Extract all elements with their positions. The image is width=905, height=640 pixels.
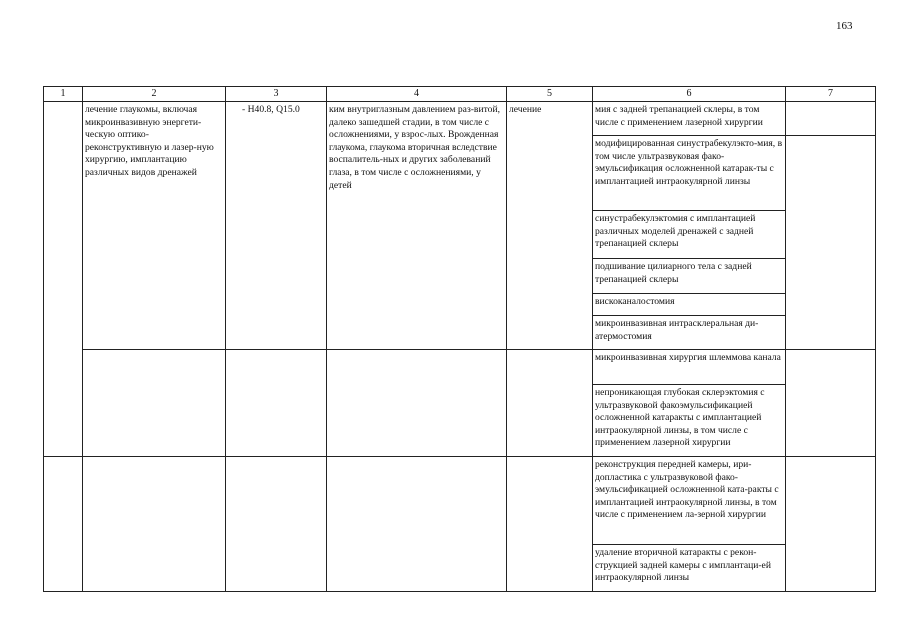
method-item: удаление вторичной катаракты с рекон-струкцией задней камеры с имплантаци-ей интраокулярной линзы <box>593 545 786 592</box>
method-item: непроникающая глубокая склерэктомия с ультразвуковой факоэмульсификацией осложненной катаракты с имплантацией интраокулярной линзы, в том числе с применением лазерной хирургии <box>593 385 786 457</box>
col4-patient-model: ким внутриглазным давлением раз-витой, далеко зашедшей стадии, в том числе с осложнениями, у взрос-лых. Врожденная глаукома, глаукома вторичная вследствие воспалитель-ных и других заболеваний глаза, в том числе с осложнениями, у детей <box>327 102 507 350</box>
col4-empty-2 <box>327 350 507 457</box>
method-item: реконструкция передней камеры, ири-допластика с ультразвуковой фако-эмульсификацией осложненной ката-ракты с имплантацией интраокулярной линзы, в том числе с применением ла-зерной хирургии <box>593 457 786 545</box>
col1-block-2 <box>44 457 83 592</box>
method-item: мия с задней трепанацией склеры, в том числе с применением лазерной хирургии <box>593 102 786 136</box>
col5-treatment-type: лечение <box>507 102 593 350</box>
header-col-7: 7 <box>786 87 876 102</box>
col5-empty-2 <box>507 350 593 457</box>
col2-disease-description: лечение глаукомы, включая микроинвазивную энергети-ческую оптико-реконструктивную и лазер-ную хирургию, имплантацию различных видов дренажей <box>83 102 226 350</box>
col7-empty-2 <box>786 136 876 350</box>
col3-empty-2 <box>226 350 327 457</box>
header-col-6: 6 <box>593 87 786 102</box>
col1-block-1 <box>44 102 83 457</box>
treatment-table <box>43 86 876 592</box>
col7-empty-1 <box>786 102 876 136</box>
header-col-4: 4 <box>327 87 507 102</box>
col7-empty-3 <box>786 350 876 457</box>
page-number: 163 <box>836 20 853 32</box>
col2-empty-2 <box>83 350 226 457</box>
col3-empty-3 <box>226 457 327 592</box>
header-col-5: 5 <box>507 87 593 102</box>
col2-empty-3 <box>83 457 226 592</box>
col3-icd-codes: - H40.8, Q15.0 <box>226 102 327 350</box>
method-item: микроинвазивная интрасклеральная ди-атермостомия <box>593 316 786 350</box>
col5-empty-3 <box>507 457 593 592</box>
col4-empty-3 <box>327 457 507 592</box>
header-col-1: 1 <box>44 87 83 102</box>
header-col-2: 2 <box>83 87 226 102</box>
method-item: синустрабекулэктомия с имплантацией различных моделей дренажей с задней трепанацией склеры <box>593 211 786 259</box>
header-col-3: 3 <box>226 87 327 102</box>
method-item: подшивание цилиарного тела с задней трепанацией склеры <box>593 259 786 294</box>
method-item: модифицированная синустрабекулэкто-мия, в том числе ультразвуковая фако-эмульсификация осложненной катарак-ты с имплантацией интраокулярной линзы <box>593 136 786 211</box>
col7-empty-4 <box>786 457 876 592</box>
method-item: вискоканалостомия <box>593 294 786 316</box>
method-item: микроинвазивная хирургия шлеммова канала <box>593 350 786 385</box>
